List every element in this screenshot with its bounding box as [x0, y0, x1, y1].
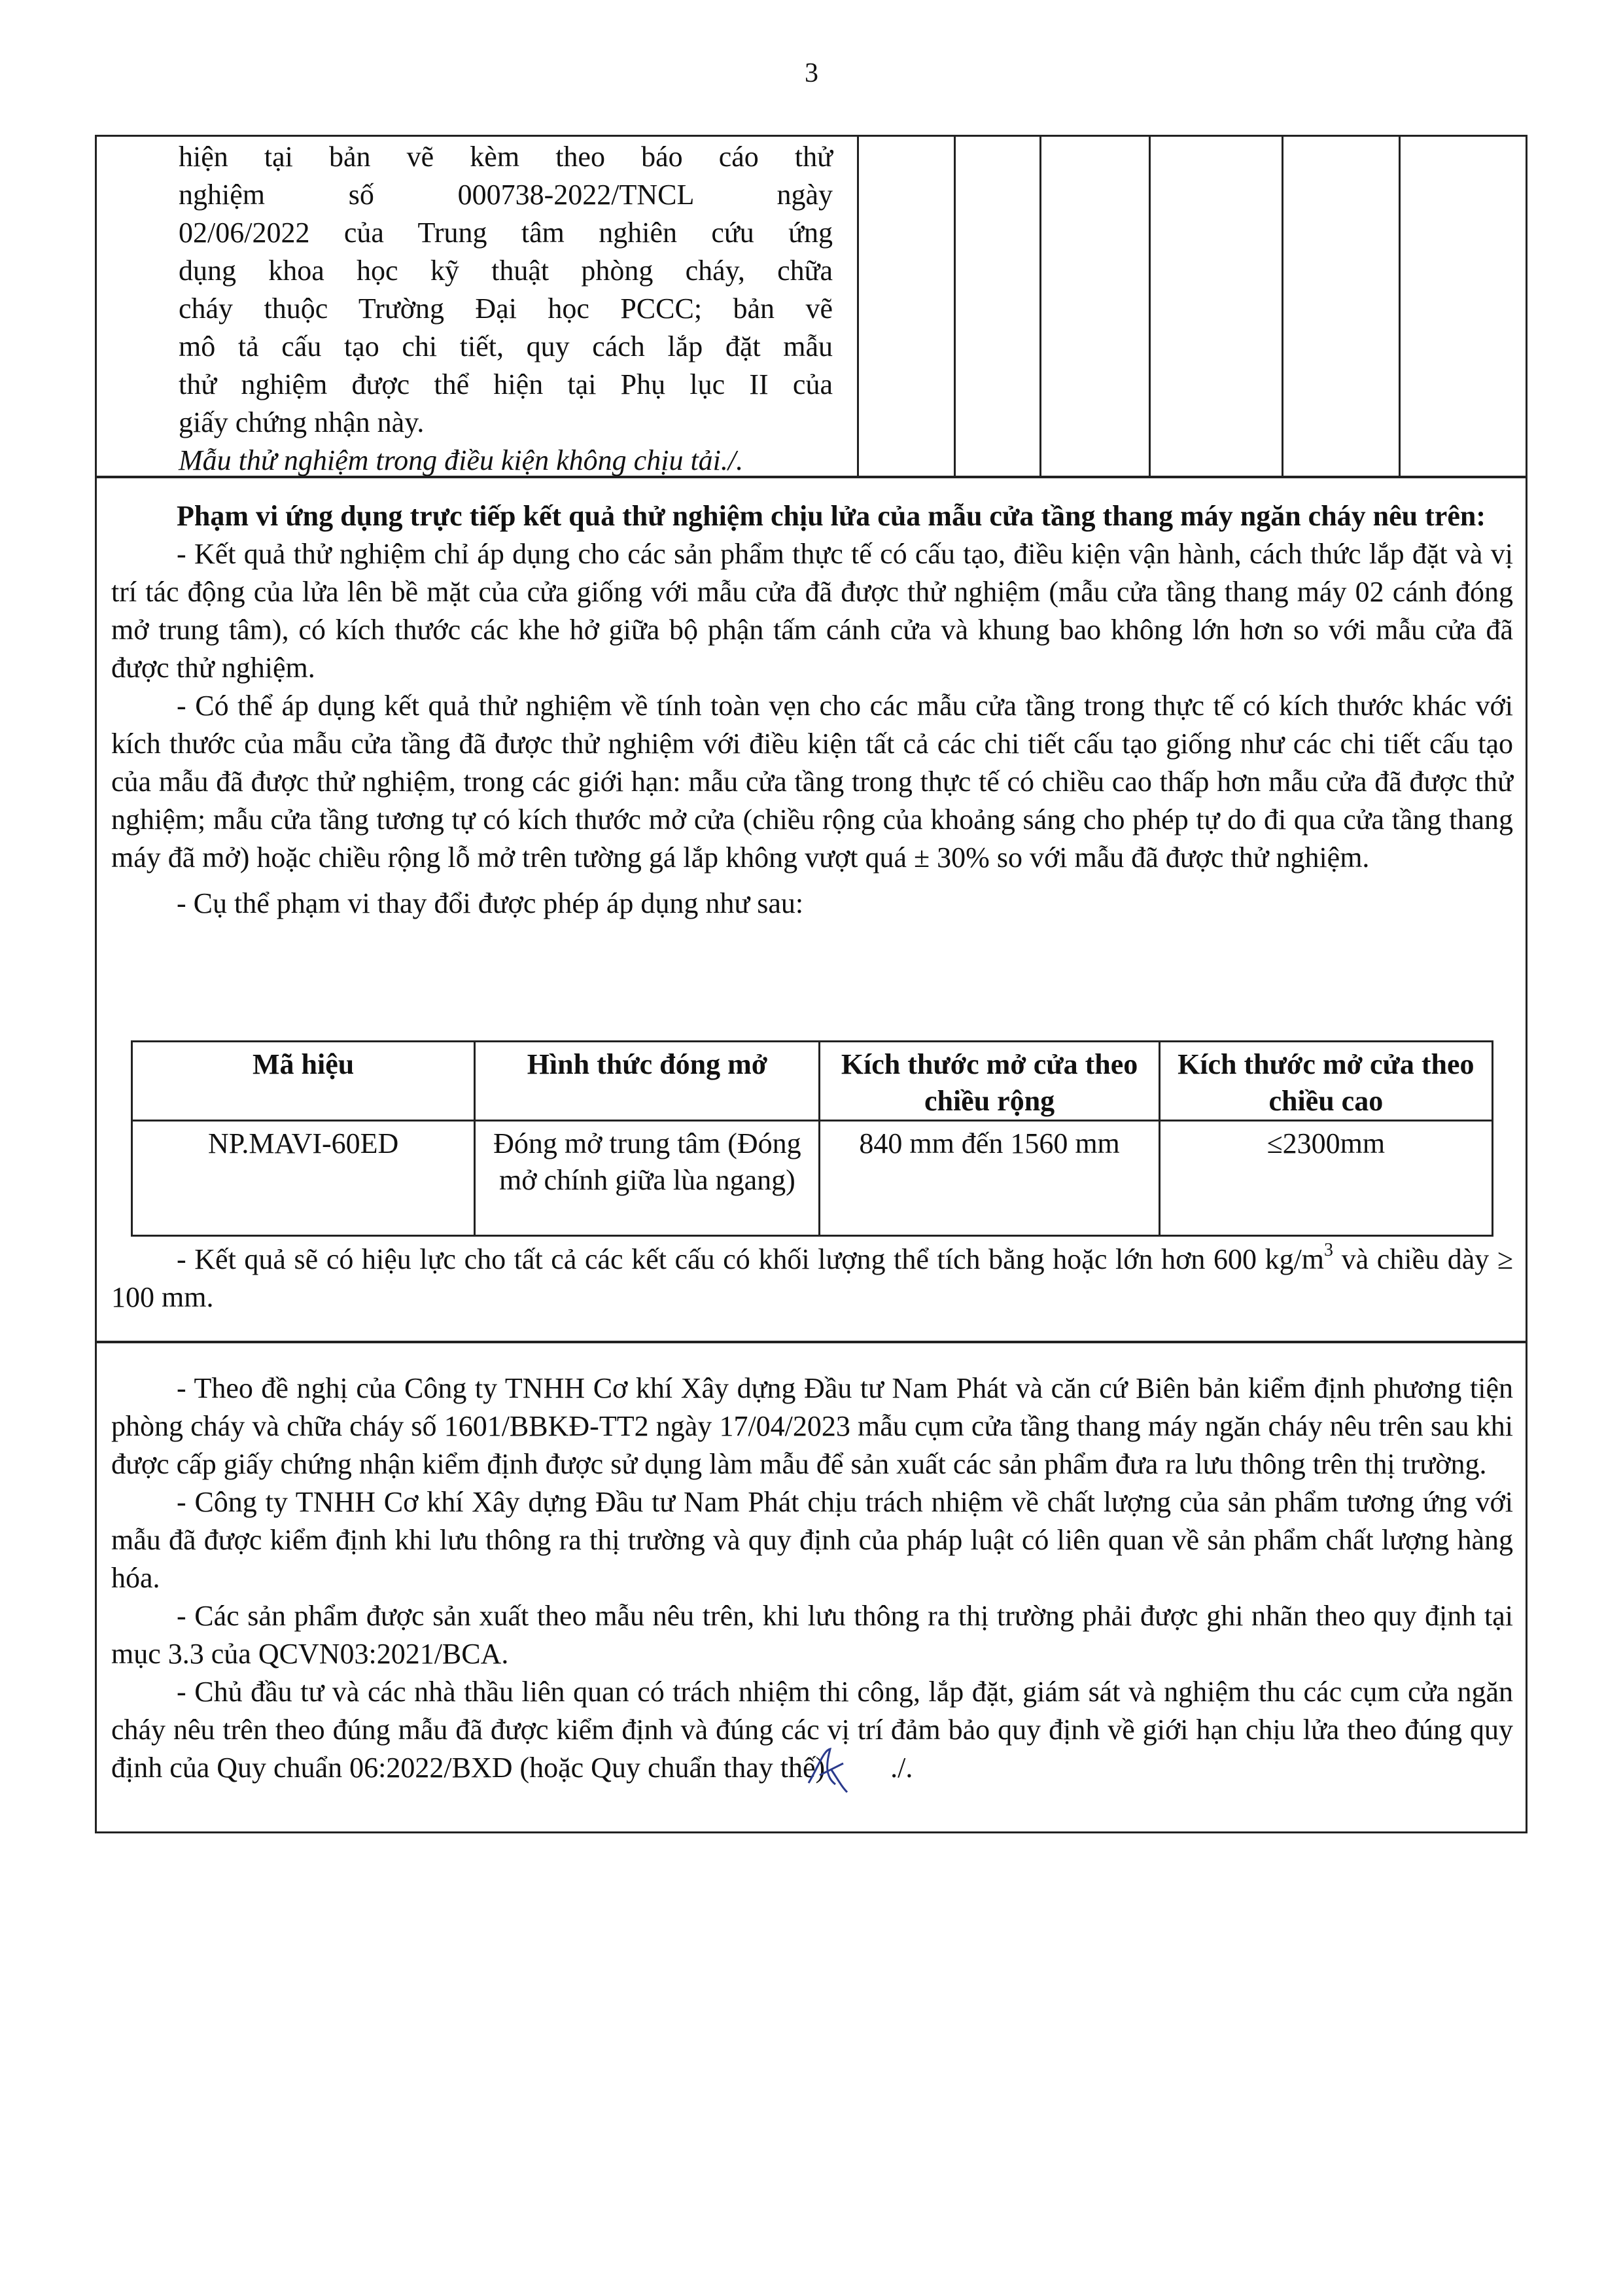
initials-signature-icon: [805, 1744, 851, 1796]
end-mark: [825, 1749, 913, 1787]
column-divider: [857, 137, 859, 476]
description-line: 02/06/2022 của Trung tâm nghiên cứu ứng: [179, 217, 833, 249]
table-row: [132, 1121, 1493, 1236]
column-header: Mã hiệu: [132, 1042, 475, 1121]
scope-paragraph: - Có thể áp dụng kết quả thử nghiệm về tính toàn vẹn cho các mẫu cửa tầng trong thực tế có kích thước khác với kích thước của mẫu cửa tầng đã được thử nghiệm với điều kiện tất cả các chi tiết cấu tạo giống như các chi tiết cấu tạo của mẫu đã được thử nghiệm, trong các giới hạn: mẫu cửa tầng trong thực tế có chiều cao thấp hơn mẫu cửa đã được thử nghiệm; mẫu cửa tầng tương tự có kích thước mở cửa (chiều rộng của khoảng sáng cho phép tự do đi qua cửa tầng thang máy đã mở) hoặc chiều rộng lỗ mở trên tường gá lắp không vượt quá ± 30% so với mẫu đã được thử nghiệm.: [111, 690, 1513, 874]
column-header: Hình thức đóng mở: [475, 1042, 820, 1121]
notes-paragraph: - Công ty TNHH Cơ khí Xây dựng Đầu tư Nam Phát chịu trách nhiệm về chất lượng của sản phẩm tương ứng với mẫu đã được kiểm định khi lưu thông ra thị trường và quy định của pháp luật có liên quan về sản phẩm chất lượng hàng hóa.: [111, 1486, 1513, 1594]
scope-table: [131, 1040, 1493, 1237]
column-header: Kích thước mở cửa theo chiều cao: [1159, 1042, 1492, 1121]
description-line: giấy chứng nhận này.: [179, 406, 425, 438]
description-line: nghiệm số 000738-2022/TNCL ngày: [179, 179, 833, 211]
table-header-row: [132, 1042, 1493, 1121]
test-condition-note: Mẫu thử nghiệm trong điều kiện không chịu tải./.: [179, 444, 744, 476]
validity-text: - Kết quả sẽ có hiệu lực cho tất cả các kết cấu có khối lượng thể tích bằng hoặc lớn hơn 600 kg/m: [177, 1243, 1325, 1275]
description-line: hiện tại bản vẽ kèm theo báo cáo thử: [179, 141, 833, 173]
notes-paragraph: - Các sản phẩm được sản xuất theo mẫu nêu trên, khi lưu thông ra thị trường phải được ghi nhãn theo quy định tại mục 3.3 của QCVN03:2021/BCA.: [111, 1600, 1513, 1670]
validity-paragraph: [111, 1241, 1513, 1316]
column-divider: [1039, 137, 1041, 476]
end-mark-text: ./.: [890, 1752, 913, 1784]
scope-content: [111, 497, 1513, 923]
description-line: cháy thuộc Trường Đại học PCCC; bản vẽ: [179, 292, 833, 325]
scope-paragraph: - Kết quả thử nghiệm chỉ áp dụng cho các sản phẩm thực tế có cấu tạo, điều kiện vận hành, cách thức lắp đặt và vị trí tác động của lửa lên bề mặt của cửa giống với mẫu cửa đã được thử nghiệm (mẫu cửa tầng thang máy 02 cánh đóng mở trung tâm), có kích thước các khe hở giữa bộ phận tấm cánh cửa và khung bao không lớn hơn so với mẫu cửa đã được thử nghiệm.: [111, 538, 1513, 684]
column-divider: [1149, 137, 1151, 476]
scope-heading: Phạm vi ứng dụng trực tiếp kết quả thử nghiệm chịu lửa của mẫu cửa tầng thang máy ngăn cháy nêu trên:: [177, 500, 1486, 532]
page-number: 3: [805, 58, 818, 88]
notes-paragraph: - Theo đề nghị của Công ty TNHH Cơ khí Xây dựng Đầu tư Nam Phát và căn cứ Biên bản kiểm định phương tiện phòng cháy và chữa cháy số 1601/BBKĐ-TT2 ngày 17/04/2023 mẫu cụm cửa tầng thang máy ngăn cháy nêu trên sau khi được cấp giấy chứng nhận kiểm định được sử dụng làm mẫu để sản xuất các sản phẩm đưa ra lưu thông trên thị trường.: [111, 1372, 1513, 1480]
notes-paragraph: - Chủ đầu tư và các nhà thầu liên quan có trách nhiệm thi công, lắp đặt, giám sát và nghiệm thu các cụm cửa ngăn cháy nêu trên theo đúng mẫu đã được kiểm định và đúng các vị trí đảm bảo quy định về giới hạn chịu lửa theo đúng quy định của Quy chuẩn 06:2022/BXD (hoặc Quy chuẩn thay thế): [111, 1676, 1513, 1784]
description-line: thử nghiệm được thể hiện tại Phụ lục II của: [179, 368, 833, 400]
description-line: mô tả cấu tạo chi tiết, quy cách lắp đặt mẫu: [179, 330, 833, 362]
table-cell: Đóng mở trung tâm (Đóng mở chính giữa lùa ngang): [475, 1121, 820, 1236]
continuation-table: [95, 135, 1527, 478]
notes-section: [95, 1341, 1527, 1833]
table-cell: 840 mm đến 1560 mm: [820, 1121, 1159, 1236]
validity-text-end: và chiều dày ≥ 100 mm.: [111, 1243, 1513, 1313]
table-cell: NP.MAVI-60ED: [132, 1121, 475, 1236]
table-cell: ≤2300mm: [1159, 1121, 1492, 1236]
scope-paragraph: - Cụ thể phạm vi thay đổi được phép áp dụng như sau:: [177, 887, 804, 919]
column-divider: [1282, 137, 1283, 476]
column-header: Kích thước mở cửa theo chiều rộng: [820, 1042, 1159, 1121]
column-divider: [954, 137, 956, 476]
column-divider: [1399, 137, 1401, 476]
test-description-cell: [179, 138, 833, 480]
notes-content: [111, 1369, 1513, 1787]
description-line: dụng khoa học kỹ thuật phòng cháy, chữa: [179, 255, 833, 287]
unit-superscript: 3: [1324, 1240, 1334, 1260]
